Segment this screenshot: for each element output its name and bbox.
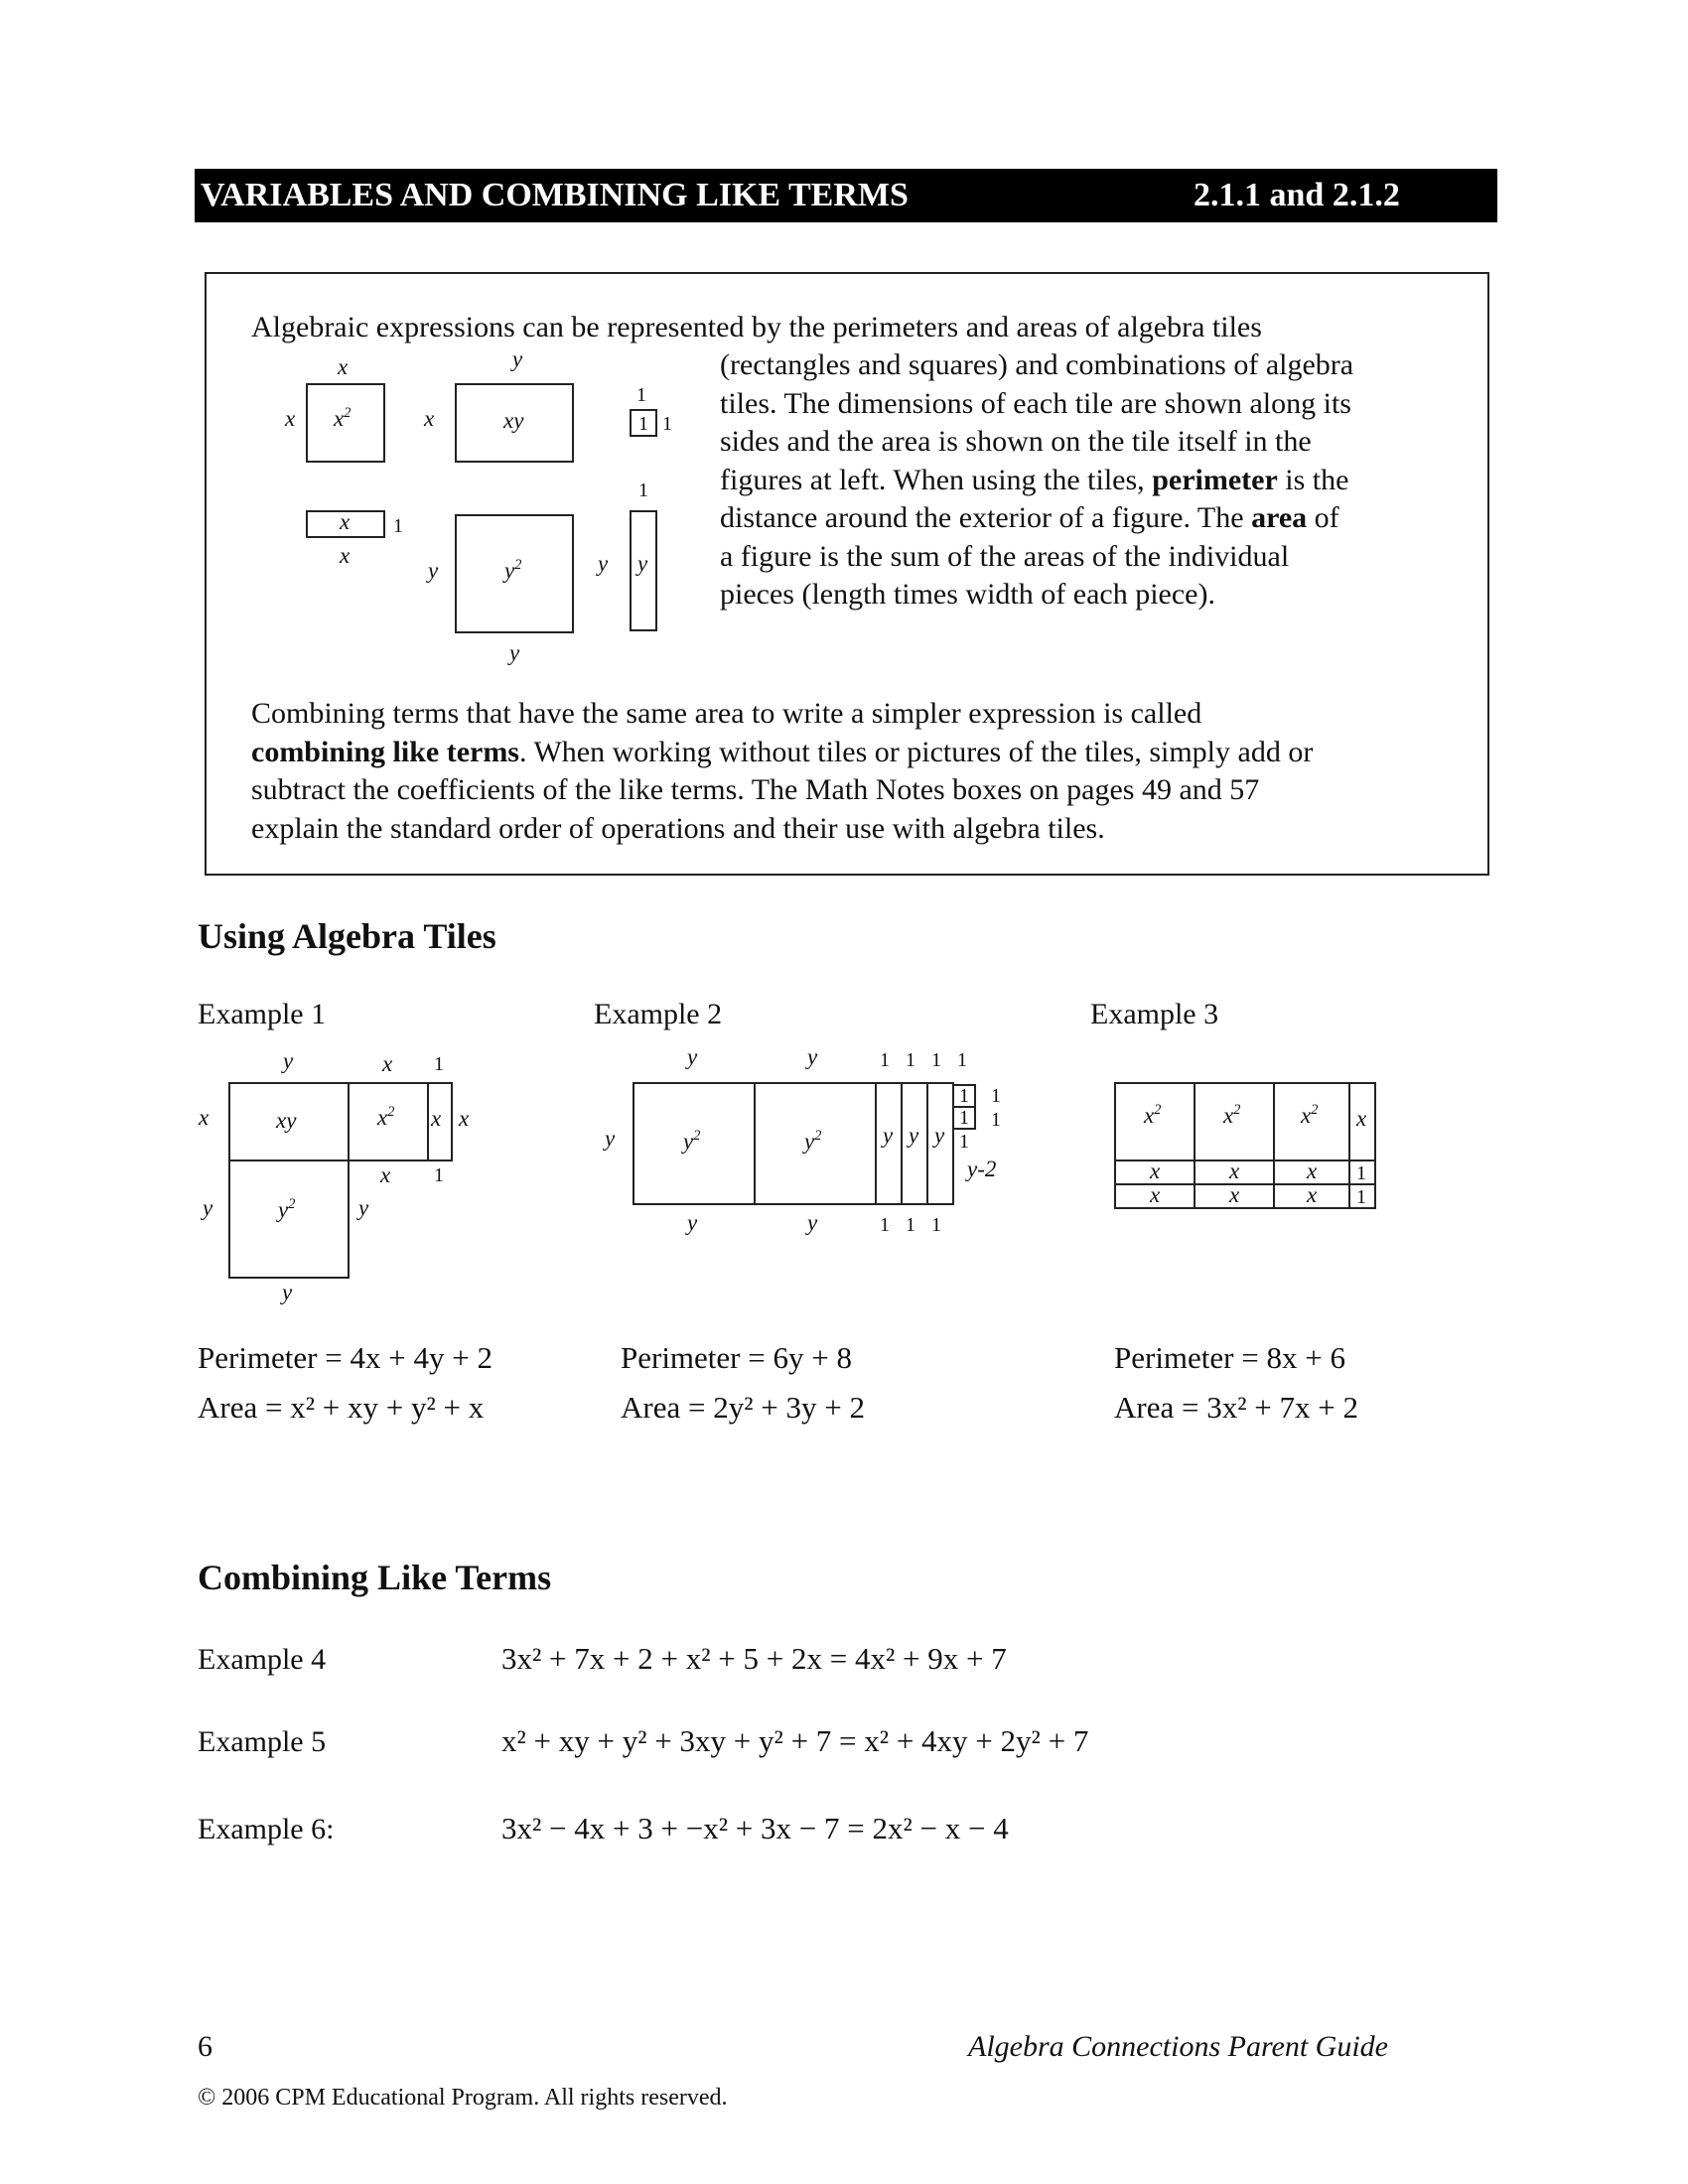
combine-paragraph <box>251 695 1473 848</box>
tile-dim-label: y <box>509 640 520 665</box>
book-title: Algebra Connections Parent Guide <box>968 2030 1388 2063</box>
note-line: pieces (length times width of each piece). <box>720 578 1215 611</box>
tile-area-label: xy <box>503 408 524 433</box>
note-line: a figure is the sum of the areas of the individual <box>720 539 1290 573</box>
using-tiles-heading: Using Algebra Tiles <box>198 916 496 956</box>
example-6-equation: 3x² − 4x + 3 + −x² + 3x − 7 = 2x² − x − 4 <box>501 1811 1009 1845</box>
tile-dim-label: x <box>340 543 351 568</box>
example-2-label: Example 2 <box>594 998 723 1030</box>
tile-area-label: $x^2$ <box>334 405 352 431</box>
note-line: (rectangles and squares) and combinations of algebra <box>720 348 1354 381</box>
tile-area-label: $y^2$ <box>504 557 522 583</box>
section-number: 2.1.1 and 2.1.2 <box>1194 177 1400 213</box>
note-intro: Algebraic expressions can be represented by the perimeters and areas of algebra tiles <box>251 311 1262 343</box>
tile-dim-label: 1 <box>636 384 646 406</box>
term-perimeter: perimeter <box>1152 463 1278 496</box>
page-number: 6 <box>198 2030 212 2063</box>
example-3-perimeter: Perimeter = 8x + 6 <box>1114 1340 1345 1375</box>
example-1-label: Example 1 <box>198 998 327 1030</box>
term-area: area <box>1251 501 1308 534</box>
section-title-bar <box>195 169 1497 222</box>
note-line: distance around the exterior of a figure. The area of <box>720 501 1339 534</box>
tile-dim-label: y <box>512 346 523 371</box>
combine-line: explain the standard order of operations and their use with algebra tiles. <box>251 811 1105 845</box>
combining-heading: Combining Like Terms <box>198 1558 552 1597</box>
example-1-area: Area = x² + xy + y² + x <box>198 1390 485 1425</box>
example-1-perimeter: Perimeter = 4x + 4y + 2 <box>198 1340 492 1375</box>
example-3-area: Area = 3x² + 7x + 2 <box>1114 1390 1358 1425</box>
example-4-label: Example 4 <box>198 1643 327 1676</box>
note-paragraph <box>720 346 1475 614</box>
example-6-label: Example 6: <box>198 1813 335 1845</box>
tile-area-label: x <box>340 509 351 534</box>
tile-dim-label: 1 <box>393 515 403 537</box>
note-line: tiles. The dimensions of each tile are shown along its <box>720 386 1351 420</box>
tile-dim-label: 1 <box>662 413 672 435</box>
note-line: sides and the area is shown on the tile itself in the <box>720 425 1312 458</box>
tile-area-label: y <box>637 551 648 576</box>
tile-dim-label: x <box>338 354 349 379</box>
note-line: figures at left. When using the tiles, perimeter is the <box>720 463 1349 496</box>
side-label: y-2 <box>967 1157 997 1181</box>
example-2-area: Area = 2y² + 3y + 2 <box>621 1390 865 1425</box>
copyright: © 2006 CPM Educational Program. All rights reserved. <box>198 2085 728 2111</box>
tile-dim-label: x <box>285 406 296 431</box>
example-5-label: Example 5 <box>198 1725 327 1758</box>
combine-line: combining like terms. When working without tiles or pictures of the tiles, simply add or <box>251 735 1314 768</box>
example-4-equation: 3x² + 7x + 2 + x² + 5 + 2x = 4x² + 9x + 7 <box>501 1641 1007 1676</box>
combine-line: subtract the coefficients of the like terms. The Math Notes boxes on pages 49 and 57 <box>251 773 1260 806</box>
page-title: VARIABLES AND COMBINING LIKE TERMS <box>201 177 909 213</box>
term-combining-like-terms: combining like terms <box>251 735 519 768</box>
combine-line: Combining terms that have the same area to write a simpler expression is called <box>251 697 1202 730</box>
example-3-label: Example 3 <box>1090 998 1219 1030</box>
example-5-equation: x² + xy + y² + 3xy + y² + 7 = x² + 4xy + 2y² + 7 <box>501 1723 1089 1758</box>
tile-area-label: 1 <box>638 413 648 435</box>
tile-dim-label: x <box>424 406 435 431</box>
tile-dim-label: 1 <box>638 479 648 501</box>
tile-dim-label: y <box>428 558 439 583</box>
tile-dim-label: y <box>598 551 609 576</box>
example-2-perimeter: Perimeter = 6y + 8 <box>621 1340 852 1375</box>
